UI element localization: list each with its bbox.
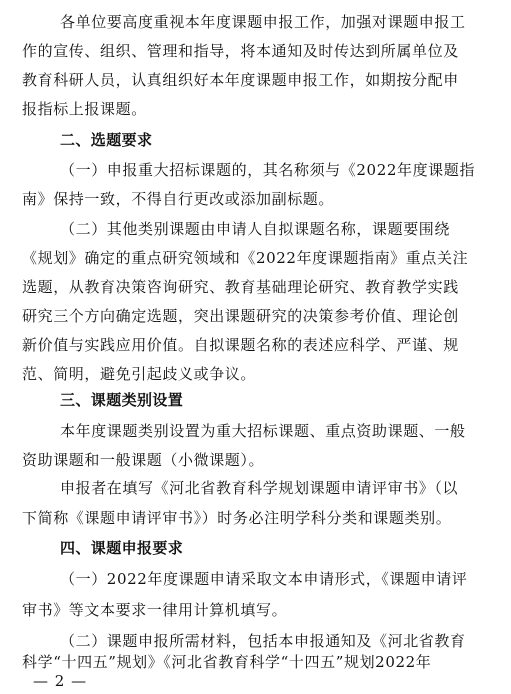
paragraph-line: 新价值与实践应用价值。自拟课题名称的表述应科学、严谨、规 [22, 336, 459, 354]
page-number: — 2 — [33, 672, 88, 690]
paragraph-line: （一）申报重大招标课题的，其名称须与《2022年度课题指 [60, 161, 475, 179]
paragraph-line: 范、简明，避免引起歧义或争议。 [22, 365, 257, 383]
paragraph-line: 审书》等文本要求一律用计算机填写。 [22, 601, 288, 619]
section-heading: 三、课题类别设置 [60, 391, 184, 409]
document-page [22, 0, 496, 694]
paragraph-line: 本年度课题类别设置为重大招标课题、重点资助课题、一般 [60, 422, 466, 440]
paragraph-line: 作的宣传、组织、管理和指导，将本通知及时传达到所属单位及 [22, 42, 459, 60]
paragraph-line: 选题，从教育决策咨询研究、教育基础理论研究、教育教学实践 [22, 278, 459, 296]
paragraph-line: 报指标上报课题。 [22, 100, 147, 118]
paragraph-line: 教育科研人员，认真组织好本年度课题申报工作，如期按分配申 [22, 71, 459, 89]
section-heading: 四、课题申报要求 [60, 539, 184, 557]
paragraph-line: 《规划》确定的重点研究领域和《2022年度课题指南》重点关注 [22, 249, 469, 267]
paragraph-line: （一）2022年度课题申请采取文本申请形式，《课题申请评 [60, 570, 468, 588]
section-heading: 二、选题要求 [60, 131, 153, 149]
paragraph-line: 下简称《课题申请评审书》）时务必注明学科分类和课题类别。 [22, 509, 452, 527]
paragraph-line: 科学“十四五”规划》《河北省教育科学“十四五”规划2022年 [22, 653, 432, 671]
paragraph-line: 南》保持一致，不得自行更改或添加副标题。 [22, 190, 335, 208]
paragraph-line: 研究三个方向确定选题，突出课题研究的决策参考价值、理论创 [22, 307, 459, 325]
paragraph-line: 申报者在填写《河北省教育科学规划课题申请评审书》（以 [60, 479, 459, 497]
paragraph-line: （二）课题申报所需材料，包括本申报通知及《河北省教育 [60, 632, 466, 650]
paragraph-line: 资助课题和一般课题（小微课题）。 [22, 451, 265, 469]
paragraph-line: （二）其他类别课题由申请人自拟课题名称，课题要围绕 [60, 220, 451, 238]
paragraph-line: 各单位要高度重视本年度课题申报工作，加强对课题申报工 [60, 13, 466, 31]
